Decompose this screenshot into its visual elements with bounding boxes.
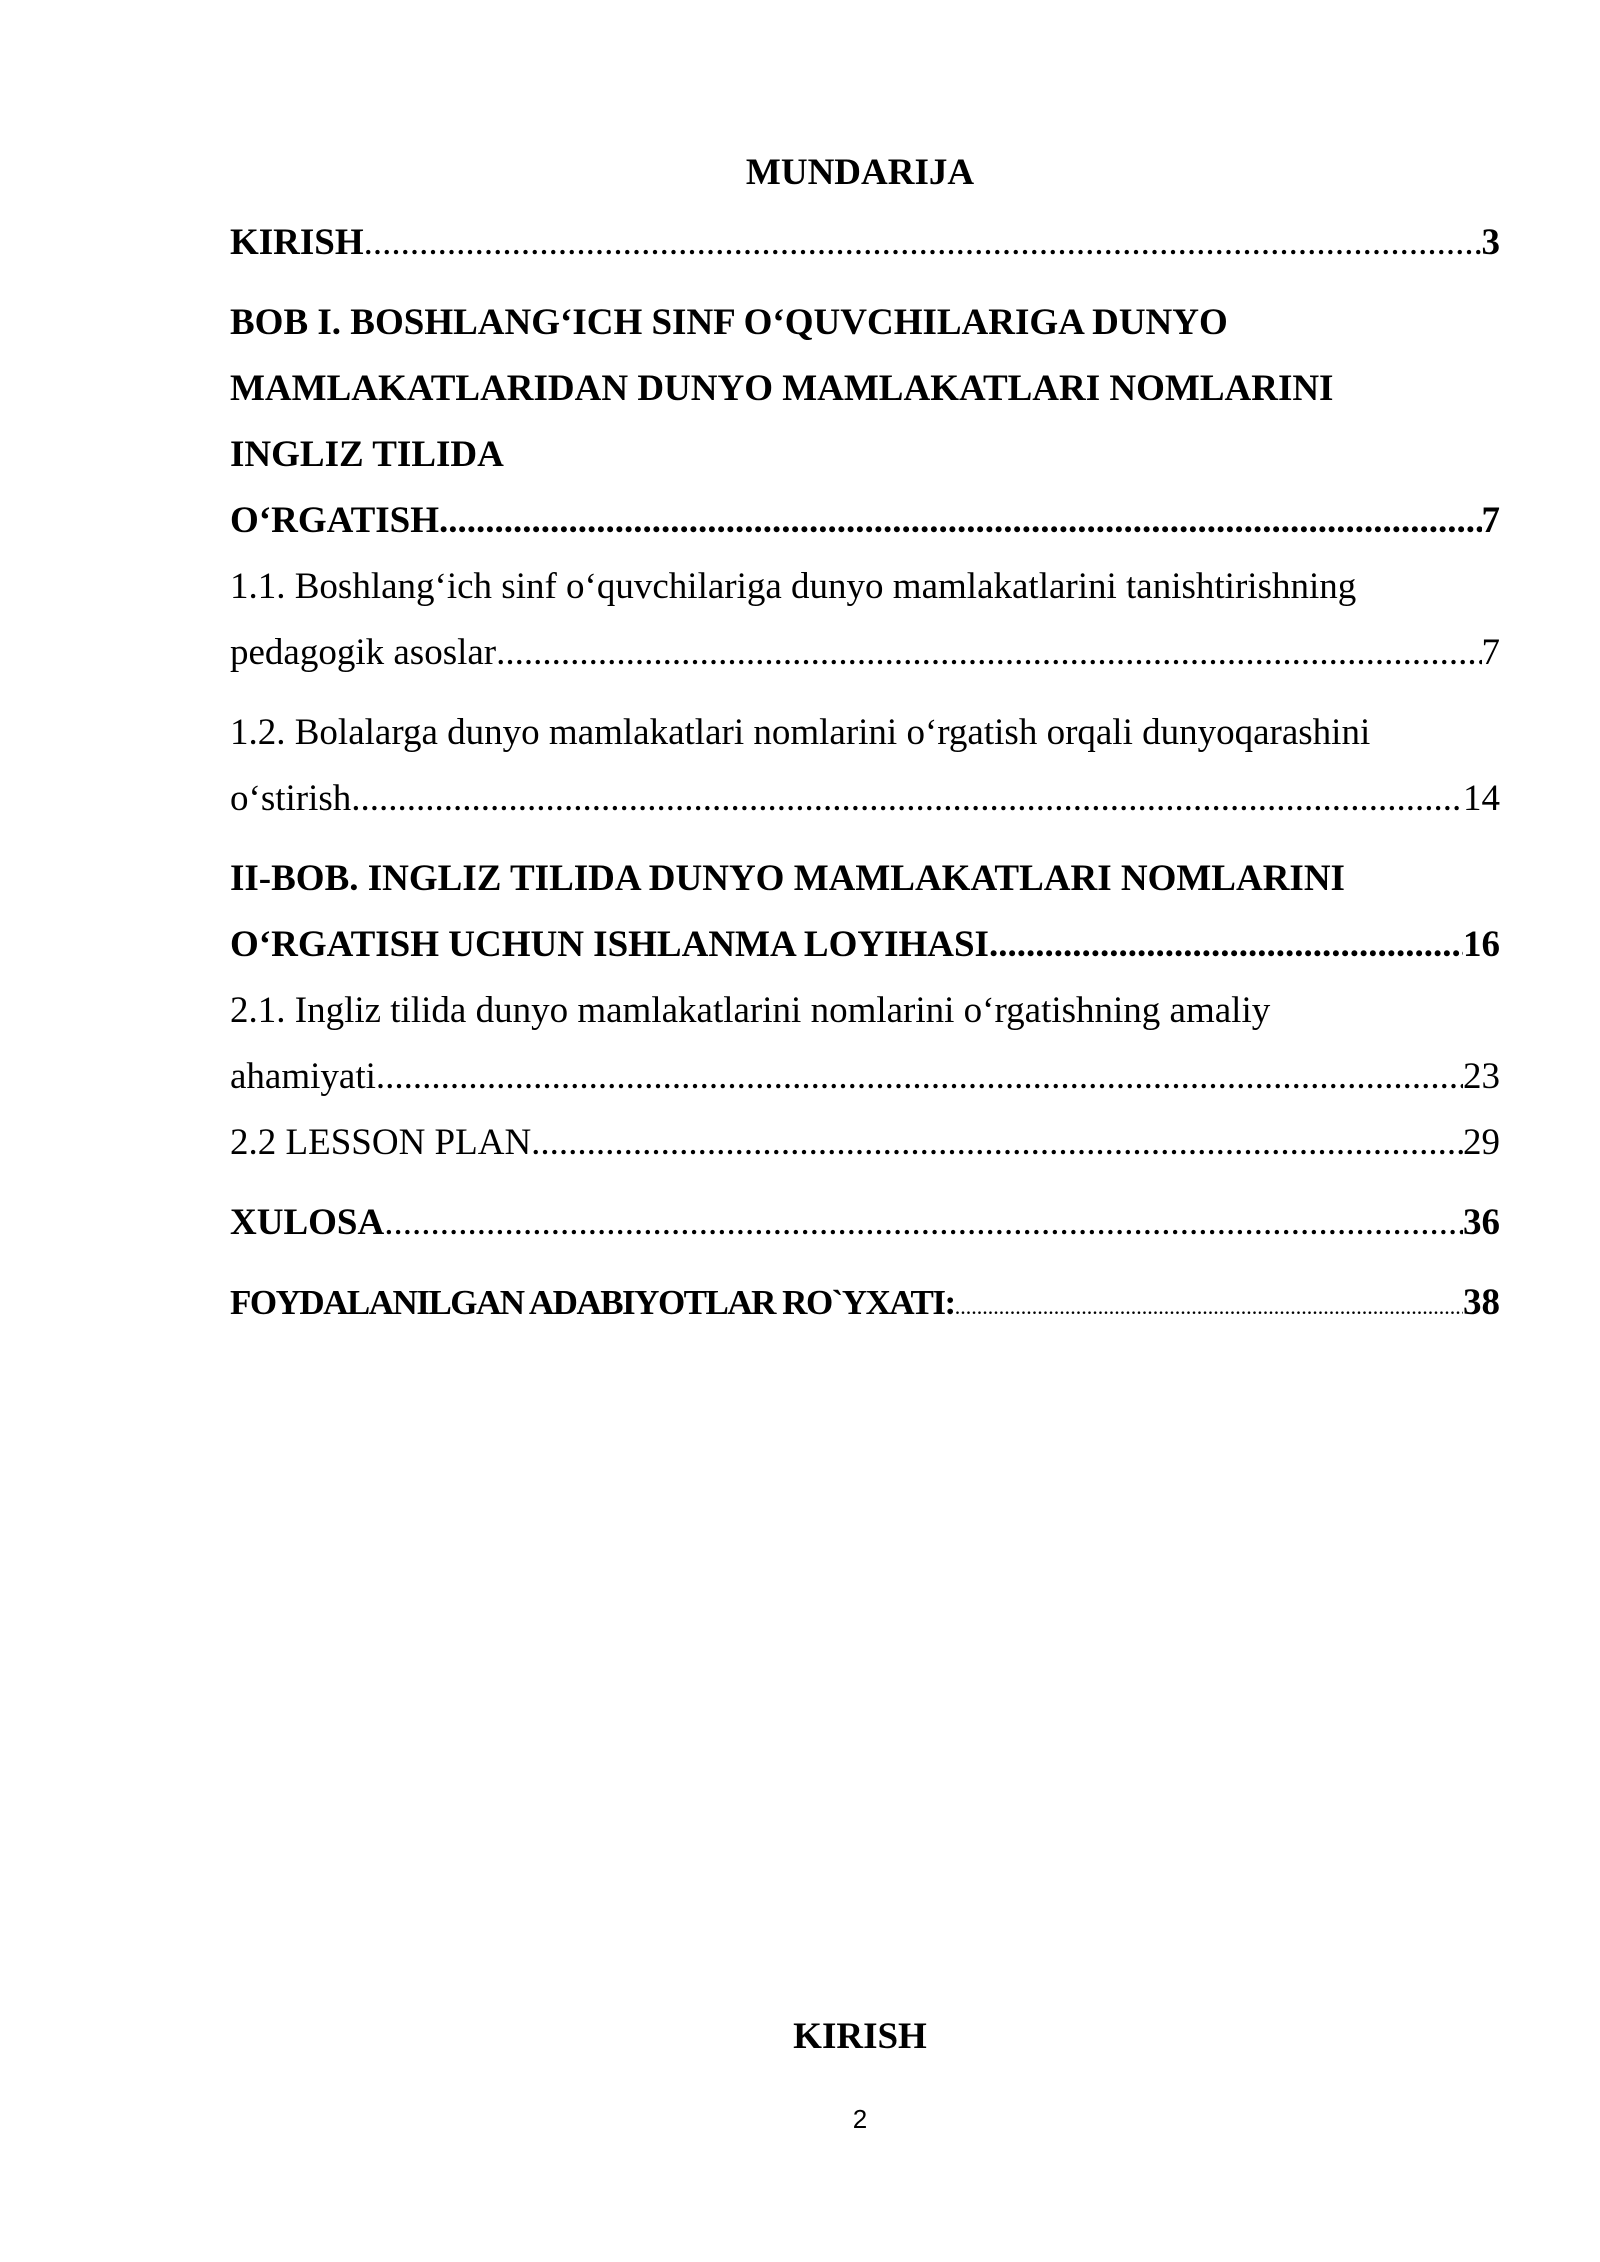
toc-title: MUNDARIJA [745, 152, 975, 193]
toc-page-number: 7 [1481, 500, 1500, 541]
table-of-contents [230, 210, 1500, 1340]
toc-entry-kirish[interactable] [230, 210, 1500, 276]
toc-entry-title-line: 2.1. Ingliz tilida dunyo mamlakatlarini nomlarini o‘rgatishning amaliy [230, 990, 1271, 1031]
page-number: 2 [852, 2104, 868, 2134]
dot-leader [955, 1274, 1463, 1340]
toc-entry-xulosa[interactable] [230, 1190, 1500, 1256]
dot-leader [439, 488, 1481, 554]
toc-page-number: 29 [1463, 1122, 1500, 1163]
toc-page-number: 7 [1481, 632, 1500, 673]
dot-leader [384, 1190, 1463, 1256]
toc-entry-title: O‘RGATISH UCHUN ISHLANMA LOYIHASI [230, 924, 989, 965]
toc-entry-title: o‘stirish [230, 778, 352, 819]
toc-page-number: 16 [1463, 924, 1500, 965]
dot-leader [531, 1110, 1463, 1176]
toc-entry-title: ahamiyati [230, 1056, 376, 1097]
toc-page-number: 3 [1481, 222, 1500, 263]
dot-leader [376, 1044, 1463, 1110]
toc-entry-title: FOYDALANILGAN ADABIYOTLAR RO`YXATI: [230, 1283, 955, 1322]
toc-entry-bob-1[interactable] [230, 290, 1500, 554]
toc-page-number: 36 [1463, 1202, 1500, 1243]
toc-entry-title-line: 1.1. Boshlang‘ich sinf o‘quvchilariga dunyo mamlakatlarini tanishtirishning [230, 566, 1357, 607]
toc-entry-title-line: INGLIZ TILIDA [230, 434, 504, 475]
dot-leader [364, 210, 1482, 276]
dot-leader [989, 912, 1463, 978]
toc-entry-title-line: 1.2. Bolalarga dunyo mamlakatlari nomlarini o‘rgatish orqali dunyoqarashini [230, 712, 1371, 753]
toc-entry-title: O‘RGATISH [230, 500, 440, 541]
toc-page-number: 38 [1463, 1282, 1500, 1323]
dot-leader [496, 620, 1481, 686]
toc-entry-2-1[interactable] [230, 978, 1500, 1110]
toc-entry-1-1[interactable] [230, 554, 1500, 686]
toc-entry-title-line: MAMLAKATLARIDAN DUNYO MAMLAKATLARI NOMLARINI [230, 368, 1334, 409]
toc-entry-2-2[interactable] [230, 1110, 1500, 1176]
toc-entry-1-2[interactable] [230, 700, 1500, 832]
toc-entry-title: KIRISH [230, 222, 364, 263]
toc-page-number: 14 [1463, 778, 1500, 819]
toc-entry-title: 2.2 LESSON PLAN [230, 1122, 532, 1163]
section-heading: KIRISH [793, 2016, 927, 2057]
toc-entry-title: XULOSA [230, 1202, 385, 1243]
toc-entry-bob-2[interactable] [230, 846, 1500, 978]
toc-entry-title-line: BOB I. BOSHLANG‘ICH SINF O‘QUVCHILARIGA DUNYO [230, 302, 1228, 343]
dot-leader [351, 766, 1463, 832]
toc-page-number: 23 [1463, 1056, 1500, 1097]
toc-entry-title: pedagogik asoslar [230, 632, 497, 673]
toc-entry-title-line: II-BOB. INGLIZ TILIDA DUNYO MAMLAKATLARI NOMLARINI [230, 858, 1345, 899]
toc-entry-bibliography[interactable] [230, 1270, 1500, 1340]
